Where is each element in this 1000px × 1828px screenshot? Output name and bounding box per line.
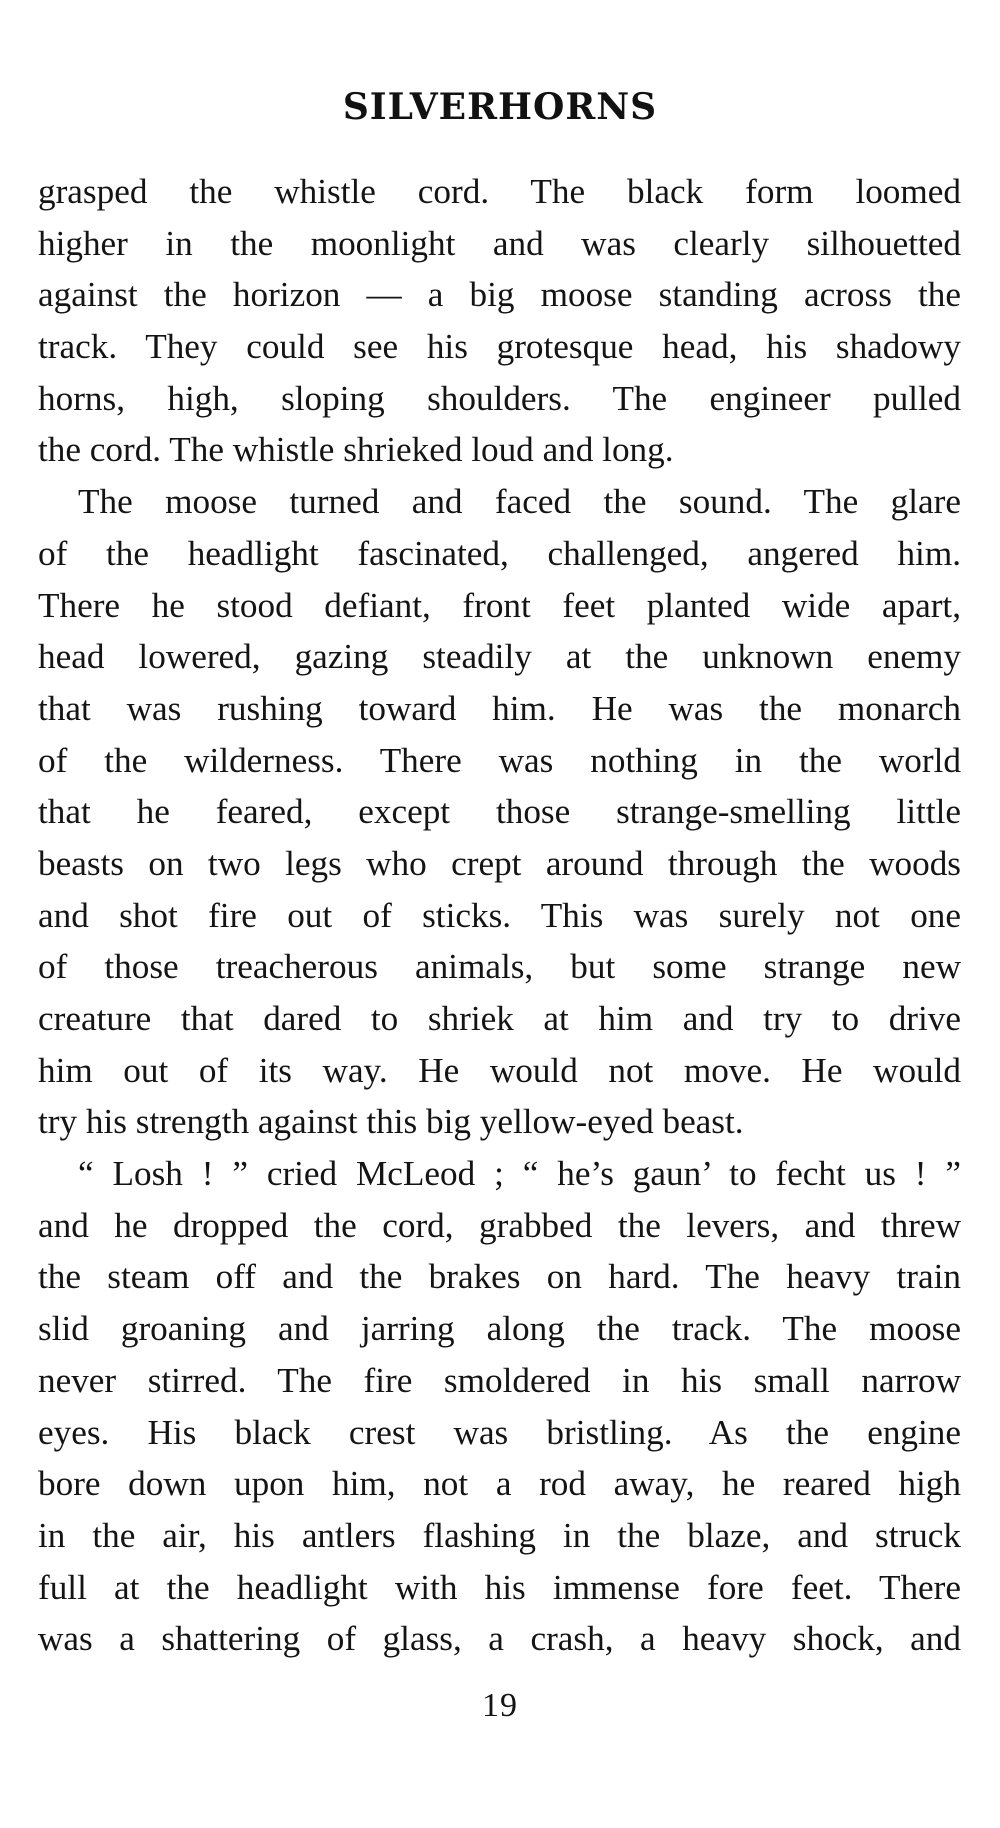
text-line: that was rushing toward him. He was the monarch <box>38 688 961 728</box>
text-line: against the horizon — a big moose standing across the <box>38 275 961 315</box>
text-line: grasped the whistle cord. The black form loomed <box>38 172 961 211</box>
text-line: horns, high, sloping shoulders. The engineer pulled <box>38 378 961 418</box>
text-line: never stirred. The fire smoldered in his small narrow <box>38 1360 961 1400</box>
text-line: him out of its way. He would not move. He would <box>38 1050 961 1090</box>
text-line: beasts on two legs who crept around through the woods <box>38 843 961 883</box>
text-line: and he dropped the cord, grabbed the levers, and threw <box>38 1205 961 1245</box>
text-line: the steam off and the brakes on hard. The heavy train <box>38 1257 961 1297</box>
text-line: of those treacherous animals, but some strange new <box>38 947 961 987</box>
text-line: creature that dared to shriek at him and try to drive <box>38 999 961 1038</box>
body-text <box>38 166 961 1665</box>
text-line: track. They could see his grotesque head, his shadowy <box>38 327 961 367</box>
text-line: try his strength against this big yellow-eyed beast. <box>38 1102 744 1142</box>
text-line: bore down upon him, not a rod away, he reared high <box>38 1464 961 1504</box>
text-line: was a shattering of glass, a crash, a heavy shock, and <box>38 1619 961 1659</box>
text-line: the cord. The whistle shrieked loud and long. <box>38 430 674 470</box>
text-line: The moose turned and faced the sound. The glare <box>78 482 961 522</box>
text-line: in the air, his antlers flashing in the blaze, and struck <box>38 1515 961 1555</box>
text-line: head lowered, gazing steadily at the unknown enemy <box>38 637 961 677</box>
text-line: full at the headlight with his immense fore feet. There <box>38 1567 961 1607</box>
text-line: eyes. His black crest was bristling. As the engine <box>38 1412 961 1452</box>
running-head: SILVERHORNS <box>342 86 658 128</box>
text-line: “ Losh ! ” cried McLeod ; “ he’s gaun’ to fecht us ! ” <box>78 1154 961 1194</box>
text-line: higher in the moonlight and was clearly silhouetted <box>38 223 961 263</box>
text-line: slid groaning and jarring along the track. The moose <box>38 1309 961 1349</box>
text-line: of the wilderness. There was nothing in the world <box>38 740 961 780</box>
text-line: of the headlight fascinated, challenged, angered him. <box>38 533 961 573</box>
text-line: There he stood defiant, front feet planted wide apart, <box>38 585 961 625</box>
page-number: 19 <box>482 1687 518 1724</box>
text-line: that he feared, except those strange-smelling little <box>38 792 961 832</box>
text-line: and shot fire out of sticks. This was surely not one <box>38 895 961 935</box>
